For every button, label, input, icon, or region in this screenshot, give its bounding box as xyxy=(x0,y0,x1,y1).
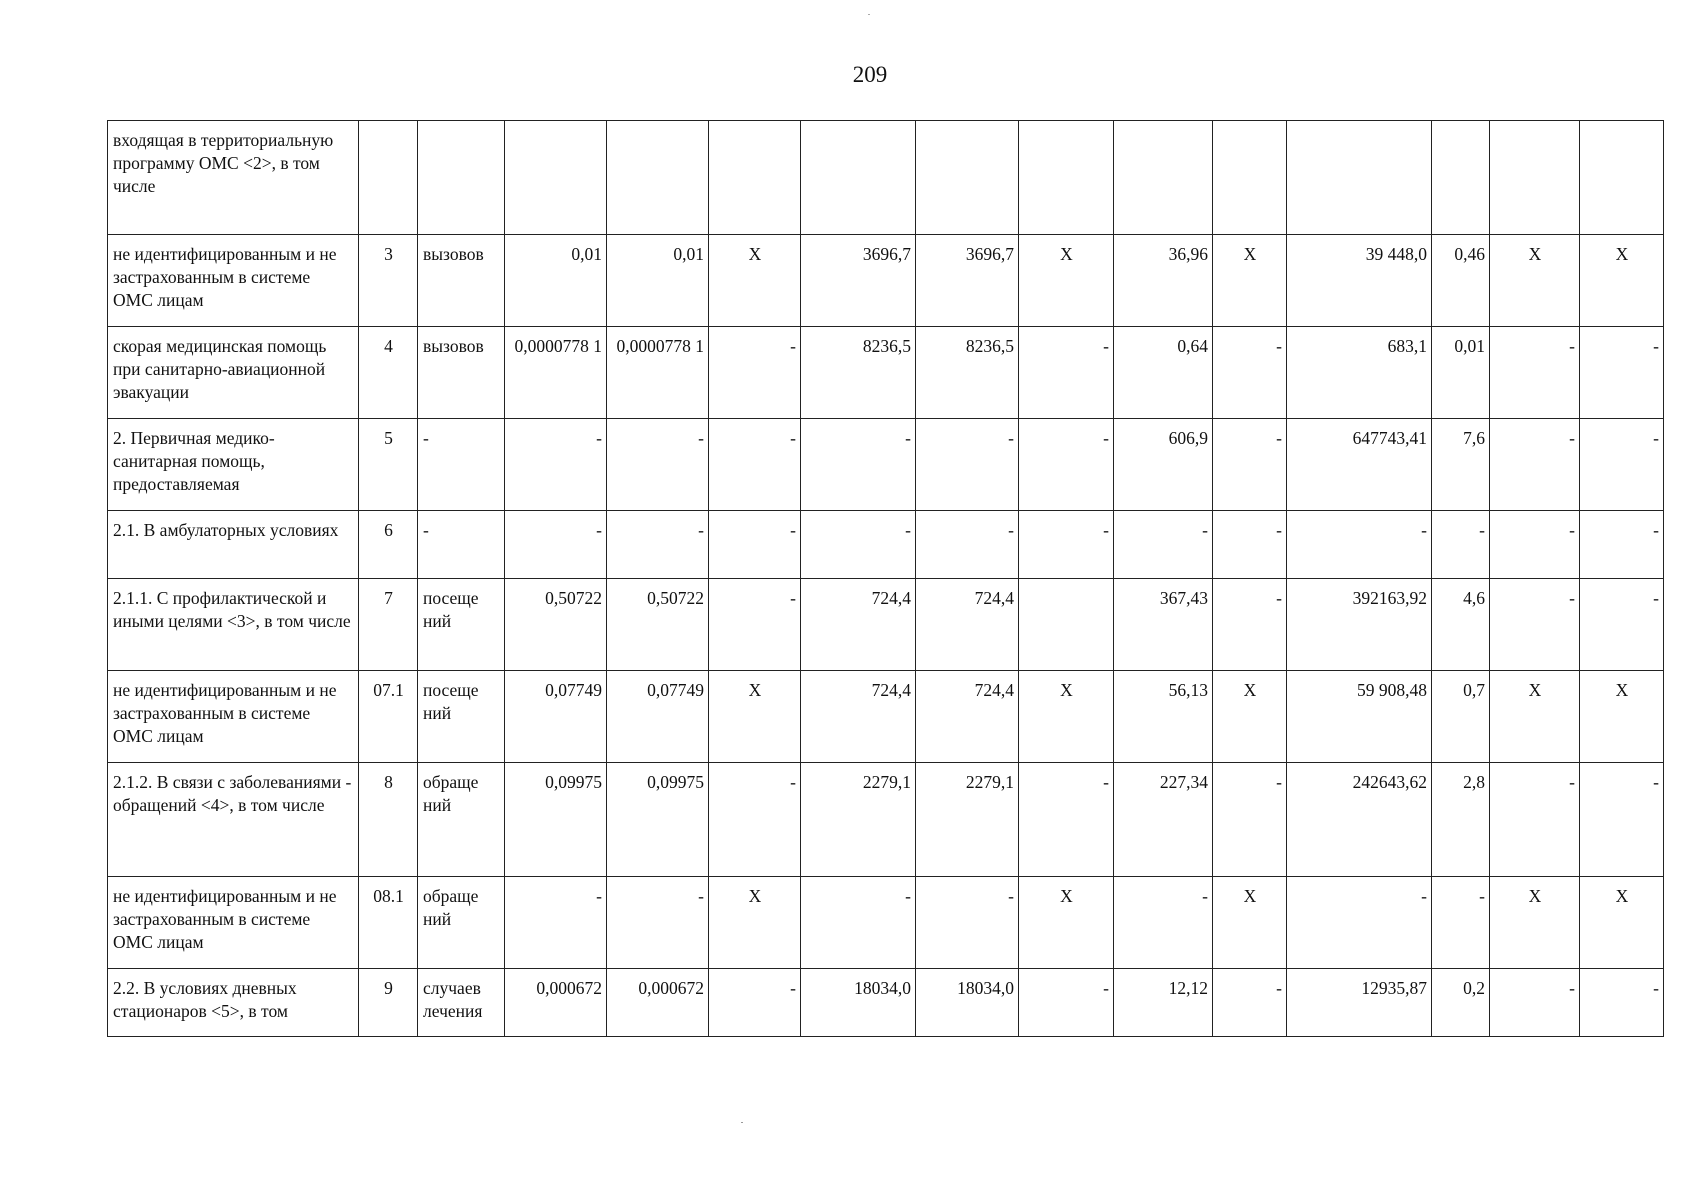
value-cell: 8236,5 xyxy=(801,327,916,419)
value-cell: - xyxy=(1490,763,1580,877)
row-number: 7 xyxy=(359,579,418,671)
row-number: 3 xyxy=(359,235,418,327)
value-cell: X xyxy=(709,671,801,763)
value-cell: 724,4 xyxy=(801,579,916,671)
value-cell: - xyxy=(1019,969,1114,1037)
value-cell: - xyxy=(709,579,801,671)
value-cell: - xyxy=(1213,327,1287,419)
value-cell: X xyxy=(1019,235,1114,327)
value-cell: - xyxy=(709,763,801,877)
unit-cell: - xyxy=(418,419,505,511)
value-cell: - xyxy=(1490,327,1580,419)
value-cell: - xyxy=(1580,763,1664,877)
row-number: 9 xyxy=(359,969,418,1037)
value-cell: X xyxy=(1580,671,1664,763)
value-cell xyxy=(1490,121,1580,235)
value-cell: - xyxy=(1580,327,1664,419)
value-cell: - xyxy=(1213,969,1287,1037)
value-cell: 0,2 xyxy=(1432,969,1490,1037)
value-cell xyxy=(801,121,916,235)
table-row xyxy=(108,419,1664,511)
row-number: 4 xyxy=(359,327,418,419)
value-cell: - xyxy=(709,327,801,419)
value-cell: - xyxy=(1019,511,1114,579)
row-number xyxy=(359,121,418,235)
row-label: не идентифицированным и не застрахованным в системе ОМС лицам xyxy=(108,235,359,327)
value-cell: - xyxy=(1114,511,1213,579)
row-number: 07.1 xyxy=(359,671,418,763)
row-label: 2. Первичная медико-санитарная помощь, предоставляемая xyxy=(108,419,359,511)
value-cell: 3696,7 xyxy=(801,235,916,327)
value-cell xyxy=(1114,121,1213,235)
value-cell: - xyxy=(1432,877,1490,969)
row-label: скорая медицинская помощь при санитарно-авиационной эвакуации xyxy=(108,327,359,419)
value-cell: 0,07749 xyxy=(505,671,607,763)
value-cell: - xyxy=(1213,763,1287,877)
value-cell: 0,09975 xyxy=(607,763,709,877)
value-cell: - xyxy=(1287,511,1432,579)
value-cell: - xyxy=(505,877,607,969)
value-cell: X xyxy=(1580,235,1664,327)
value-cell: 18034,0 xyxy=(916,969,1019,1037)
value-cell: - xyxy=(916,511,1019,579)
unit-cell: обраще ний xyxy=(418,763,505,877)
value-cell: - xyxy=(916,877,1019,969)
value-cell: 4,6 xyxy=(1432,579,1490,671)
value-cell: - xyxy=(607,511,709,579)
value-cell: - xyxy=(709,419,801,511)
value-cell: - xyxy=(1490,511,1580,579)
value-cell: - xyxy=(1490,579,1580,671)
table-body xyxy=(108,121,1664,1037)
value-cell: - xyxy=(607,877,709,969)
row-label: не идентифицированным и не застрахованным в системе ОМС лицам xyxy=(108,671,359,763)
row-label: 2.1.1. С профилактической и иными целями <3>, в том числе xyxy=(108,579,359,671)
value-cell: - xyxy=(1580,969,1664,1037)
value-cell: 3696,7 xyxy=(916,235,1019,327)
table-row xyxy=(108,763,1664,877)
value-cell: 36,96 xyxy=(1114,235,1213,327)
value-cell: X xyxy=(709,235,801,327)
value-cell: X xyxy=(1213,235,1287,327)
row-label: 2.1. В амбулаторных условиях xyxy=(108,511,359,579)
value-cell: - xyxy=(607,419,709,511)
table-row xyxy=(108,235,1664,327)
value-cell: 0,01 xyxy=(1432,327,1490,419)
value-cell: 2279,1 xyxy=(916,763,1019,877)
value-cell: 392163,92 xyxy=(1287,579,1432,671)
value-cell: - xyxy=(1019,327,1114,419)
value-cell xyxy=(607,121,709,235)
value-cell: - xyxy=(709,511,801,579)
value-cell xyxy=(916,121,1019,235)
table-row xyxy=(108,671,1664,763)
value-cell: X xyxy=(709,877,801,969)
value-cell: X xyxy=(1019,671,1114,763)
value-cell: 242643,62 xyxy=(1287,763,1432,877)
unit-cell: обраще ний xyxy=(418,877,505,969)
value-cell: X xyxy=(1490,235,1580,327)
value-cell: 0,50722 xyxy=(505,579,607,671)
value-cell: 12935,87 xyxy=(1287,969,1432,1037)
value-cell: 0,000672 xyxy=(505,969,607,1037)
value-cell xyxy=(1580,121,1664,235)
value-cell: - xyxy=(1019,763,1114,877)
row-label: 2.2. В условиях дневных стационаров <5>, в том xyxy=(108,969,359,1037)
value-cell: - xyxy=(1213,419,1287,511)
table-row xyxy=(108,511,1664,579)
value-cell: - xyxy=(709,969,801,1037)
page-number: 209 xyxy=(852,62,888,87)
value-cell: 59 908,48 xyxy=(1287,671,1432,763)
value-cell xyxy=(1432,121,1490,235)
value-cell: 0,0000778 1 xyxy=(505,327,607,419)
value-cell: 0,46 xyxy=(1432,235,1490,327)
value-cell: 2,8 xyxy=(1432,763,1490,877)
unit-cell: случаев лечения xyxy=(418,969,505,1037)
value-cell: 39 448,0 xyxy=(1287,235,1432,327)
table-row xyxy=(108,327,1664,419)
value-cell: X xyxy=(1580,877,1664,969)
value-cell: - xyxy=(1490,969,1580,1037)
table-row xyxy=(108,579,1664,671)
value-cell: 12,12 xyxy=(1114,969,1213,1037)
value-cell: 0,09975 xyxy=(505,763,607,877)
value-cell: X xyxy=(1490,671,1580,763)
value-cell: - xyxy=(801,419,916,511)
scan-speck xyxy=(868,14,870,15)
table-row xyxy=(108,877,1664,969)
value-cell: 724,4 xyxy=(916,579,1019,671)
value-cell: 724,4 xyxy=(801,671,916,763)
table-row xyxy=(108,969,1664,1037)
value-cell xyxy=(709,121,801,235)
table-row xyxy=(108,121,1664,235)
value-cell: - xyxy=(1213,511,1287,579)
scan-speck xyxy=(741,1122,743,1123)
value-cell: - xyxy=(1580,579,1664,671)
value-cell: X xyxy=(1213,671,1287,763)
row-number: 5 xyxy=(359,419,418,511)
value-cell: - xyxy=(801,511,916,579)
value-cell: 0,0000778 1 xyxy=(607,327,709,419)
value-cell: 367,43 xyxy=(1114,579,1213,671)
value-cell: - xyxy=(1432,511,1490,579)
value-cell: 0,50722 xyxy=(607,579,709,671)
value-cell: 2279,1 xyxy=(801,763,916,877)
value-cell: 606,9 xyxy=(1114,419,1213,511)
row-label: 2.1.2. В связи с заболеваниями - обращений <4>, в том числе xyxy=(108,763,359,877)
row-number: 6 xyxy=(359,511,418,579)
value-cell: 647743,41 xyxy=(1287,419,1432,511)
value-cell xyxy=(1213,121,1287,235)
value-cell: - xyxy=(1213,579,1287,671)
value-cell: 7,6 xyxy=(1432,419,1490,511)
row-number: 8 xyxy=(359,763,418,877)
unit-cell: посеще ний xyxy=(418,579,505,671)
value-cell: X xyxy=(1490,877,1580,969)
unit-cell xyxy=(418,121,505,235)
value-cell: - xyxy=(1114,877,1213,969)
value-cell: 0,7 xyxy=(1432,671,1490,763)
value-cell xyxy=(1019,121,1114,235)
value-cell: - xyxy=(505,511,607,579)
value-cell: 18034,0 xyxy=(801,969,916,1037)
value-cell xyxy=(1287,121,1432,235)
row-label: входящая в территориальную программу ОМС <2>, в том числе xyxy=(108,121,359,235)
unit-cell: посеще ний xyxy=(418,671,505,763)
value-cell: 0,07749 xyxy=(607,671,709,763)
financing-table xyxy=(107,120,1664,1037)
value-cell: 724,4 xyxy=(916,671,1019,763)
value-cell xyxy=(505,121,607,235)
value-cell: - xyxy=(1019,419,1114,511)
value-cell: - xyxy=(916,419,1019,511)
value-cell: - xyxy=(1490,419,1580,511)
value-cell: 0,01 xyxy=(607,235,709,327)
value-cell: - xyxy=(1580,419,1664,511)
value-cell: 8236,5 xyxy=(916,327,1019,419)
value-cell: X xyxy=(1213,877,1287,969)
value-cell: 56,13 xyxy=(1114,671,1213,763)
value-cell: - xyxy=(801,877,916,969)
value-cell: 0,64 xyxy=(1114,327,1213,419)
unit-cell: вызовов xyxy=(418,235,505,327)
value-cell: 227,34 xyxy=(1114,763,1213,877)
value-cell: 683,1 xyxy=(1287,327,1432,419)
unit-cell: вызовов xyxy=(418,327,505,419)
value-cell xyxy=(1019,579,1114,671)
value-cell: - xyxy=(1580,511,1664,579)
row-number: 08.1 xyxy=(359,877,418,969)
value-cell: X xyxy=(1019,877,1114,969)
value-cell: 0,01 xyxy=(505,235,607,327)
value-cell: - xyxy=(505,419,607,511)
value-cell: - xyxy=(1287,877,1432,969)
row-label: не идентифицированным и не застрахованным в системе ОМС лицам xyxy=(108,877,359,969)
unit-cell: - xyxy=(418,511,505,579)
value-cell: 0,000672 xyxy=(607,969,709,1037)
